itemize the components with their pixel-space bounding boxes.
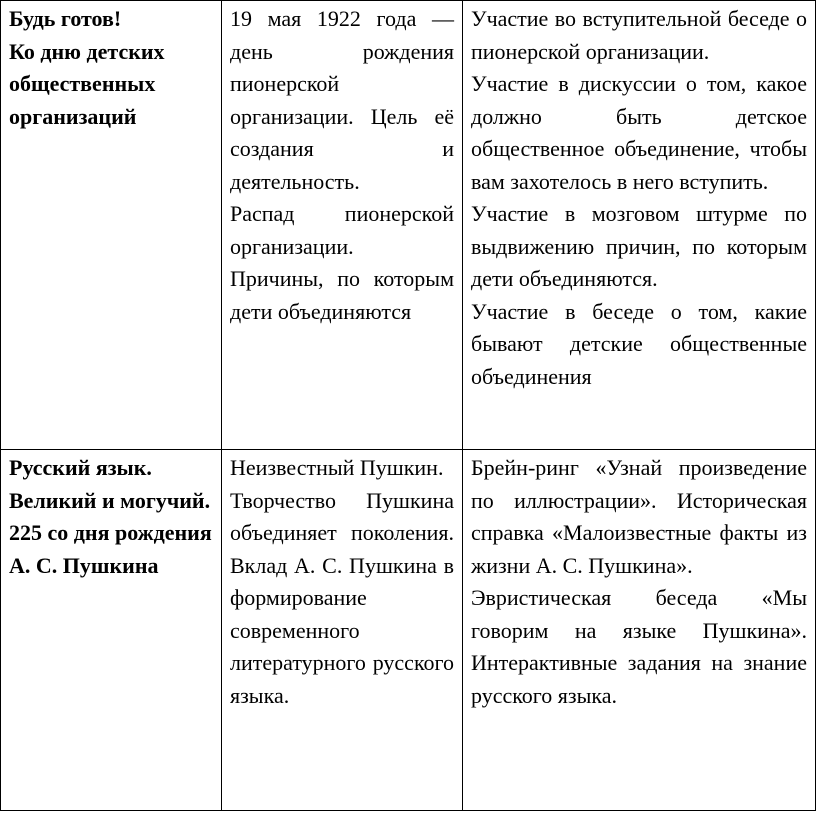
content-paragraph: Распад пионерской организации. <box>230 201 454 259</box>
topic-subtitle: Ко дню детских общественных организаций <box>9 38 165 129</box>
topic-title: Русский язык. <box>9 455 152 480</box>
topic-cell <box>1 1 222 450</box>
activity-paragraph: Эвристическая беседа «Мы говорим на языке Пушкина». Интерактивные задания на знание русского языка. <box>471 585 807 708</box>
content-paragraph: 19 мая 1922 года — день рождения пионерской организации. Цель её создания и деятельность. <box>230 6 454 194</box>
topic-subtitle: Великий и могучий. <box>9 487 211 513</box>
content-paragraph: Неизвестный Пушкин. <box>230 455 444 480</box>
content-paragraph: Творчество Пушкина объединяет поколения. Вклад А. С. Пушкина в формирование современного литературного русского языка. <box>230 487 454 708</box>
topic-cell <box>1 450 222 811</box>
content-cell <box>222 450 463 811</box>
table-row <box>1 1 816 450</box>
activity-paragraph: Участие в беседе о том, какие бывают детские общественные объединения <box>471 298 807 389</box>
table-row <box>1 450 816 811</box>
topic-title: Будь готов! <box>9 6 122 31</box>
content-paragraph: Причины, по которым дети объединяются <box>230 266 454 324</box>
topic-anniversary: 225 со дня рождения А. С. Пушкина <box>9 520 212 578</box>
activity-paragraph: Брейн-ринг «Узнай произведение по иллюстрации». Историческая справка «Малоизвестные факты из жизни А. С. Пушкина». <box>471 455 807 578</box>
activity-paragraph: Участие в мозговом штурме по выдвижению причин, по которым дети объединяются. <box>471 201 807 291</box>
activity-paragraph: Участие в дискуссии о том, какое должно быть детское общественное объединение, чтобы вам захотелось в него вступить. <box>471 71 807 194</box>
activity-paragraph: Участие во вступительной беседе о пионерской организации. <box>471 6 807 64</box>
activity-cell <box>463 450 816 811</box>
content-cell <box>222 1 463 450</box>
activity-cell <box>463 1 816 450</box>
